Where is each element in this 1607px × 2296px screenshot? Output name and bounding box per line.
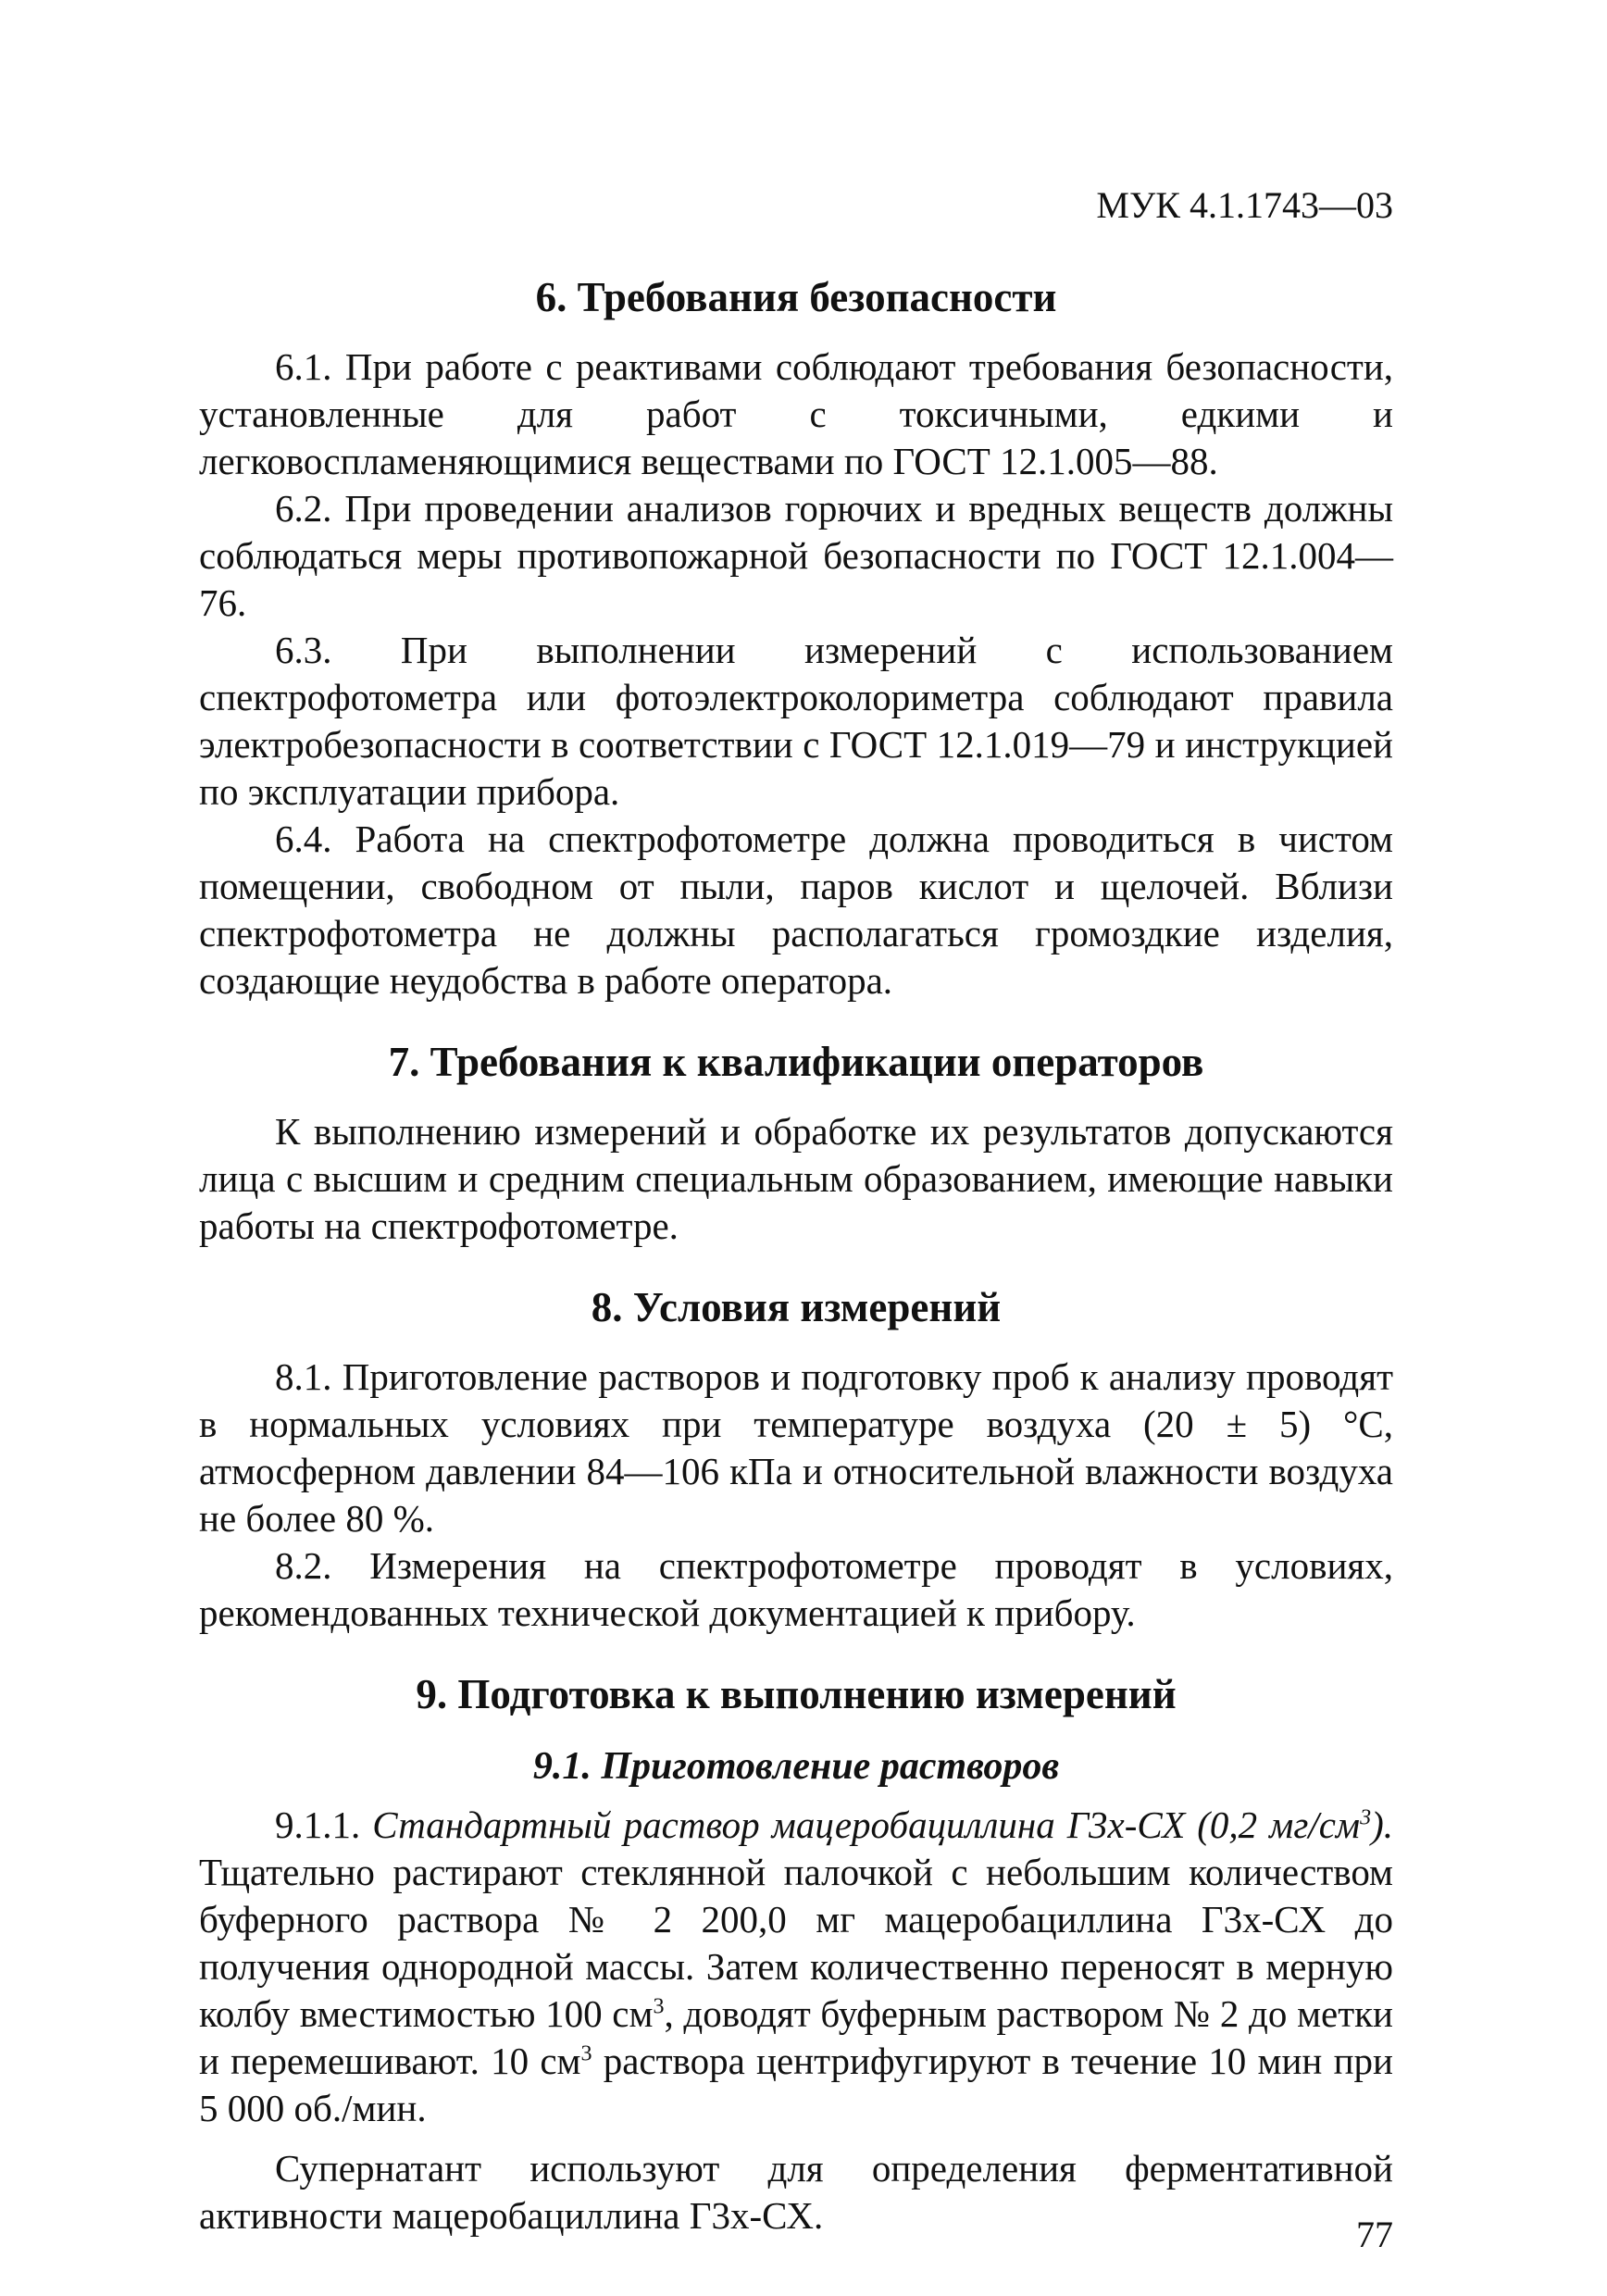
section-6 <box>199 271 1393 1004</box>
clause-text: Работа на спектрофотометре должна проводиться в чистом помещении, свободном от пыли, паров кислот и щелочей. Вблизи спектрофотометра не должны располагаться громоздкие изделия, создающие неудобства в работе оператора. <box>199 817 1393 1002</box>
paragraph-6-4 <box>199 816 1393 1004</box>
page-number: 77 <box>1356 2214 1393 2255</box>
document-code: МУК 4.1.1743—03 <box>1096 184 1393 226</box>
section-6-heading: 6. Требования безопасности <box>535 274 1057 320</box>
section-9-heading: 9. Подготовка к выполнению измерений <box>416 1671 1177 1717</box>
superscript: 3 <box>580 2041 592 2066</box>
clause-number: 6.1. <box>275 345 332 388</box>
section-8 <box>199 1281 1393 1637</box>
clause-title <box>372 1803 1393 1846</box>
section-7 <box>199 1036 1393 1250</box>
superscript: 3 <box>1360 1805 1372 1830</box>
page-content <box>199 271 1393 2271</box>
clause-text: , доводят буферным раствором № 2 до метки и перемешивают. 10 см <box>199 1992 1393 2082</box>
paragraph-9-1-1 <box>199 1802 1393 2132</box>
subsection-9-1-heading: 9.1. Приготовление растворов <box>532 1745 1060 1788</box>
paragraph-8-2 <box>199 1542 1393 1637</box>
clause-text: раствора центрифугируют в течение 10 мин при 5 000 об./мин. <box>199 2040 1393 2129</box>
clause-number: 6.2. <box>275 487 332 530</box>
clause-title-part: ). <box>1371 1803 1393 1846</box>
clause-text: При работе с реактивами соблюдают требования безопасности, установленные для работ с токсичными, едкими и легковоспламеняющимися веществами по ГОСТ 12.1.005—88. <box>199 345 1394 482</box>
clause-number: 6.3. <box>275 629 332 671</box>
paragraph-6-1 <box>199 343 1393 485</box>
clause-text: Приготовление растворов и подготовку проб к анализу проводят в нормальных условиях при температуре воздуха (20 ± 5) °С, атмосферном давлении 84—106 кПа и относительной влажности воздуха не более 80 %. <box>199 1355 1393 1540</box>
clause-text: Измерения на спектрофотометре проводят в условиях, рекомендованных технической документацией к прибору. <box>199 1544 1393 1634</box>
paragraph-6-3 <box>199 627 1393 816</box>
clause-number: 9.1.1. <box>275 1803 361 1846</box>
section-7-heading: 7. Требования к квалификации операторов <box>388 1039 1204 1085</box>
section-8-heading: 8. Условия измерений <box>591 1284 1002 1330</box>
paragraph-8-1 <box>199 1354 1393 1542</box>
page-body <box>199 183 1393 2257</box>
clause-text: При проведении анализов горючих и вредных веществ должны соблюдаться меры противопожарной безопасности по ГОСТ 12.1.004—76. <box>199 487 1393 624</box>
clause-title-part: Стандартный раствор мацеробациллина Г3х-СХ (0,2 мг/см <box>372 1803 1361 1846</box>
paragraph-9-1-1-supernatant: Супернатант используют для определения ферментативной активности мацеробациллина Г3х-СХ. <box>199 2147 1393 2237</box>
section-9 <box>199 1668 1393 2240</box>
clause-text: При выполнении измерений с использованием спектрофотометра или фотоэлектроколориметра соблюдают правила электробезопасности в соответствии с ГОСТ 12.1.019—79 и инструкцией по эксплуатации прибора. <box>199 629 1393 813</box>
clause-text: Тщательно растирают стеклянной палочкой с небольшим количеством буферного раствора № 2 200,0 мг мацеробациллина Г3х-СХ до получения однородной массы. Затем количественно переносят в мерную колбу вместимостью 100 см <box>199 1851 1393 2035</box>
paragraph-7: К выполнению измерений и обработке их результатов допускаются лица с высшим и средним специальным образованием, имеющие навыки работы на спектрофотометре. <box>199 1110 1393 1247</box>
clause-number: 6.4. <box>275 817 332 860</box>
paragraph-6-2 <box>199 485 1393 627</box>
superscript: 3 <box>653 1994 665 2019</box>
clause-number: 8.2. <box>275 1544 332 1587</box>
clause-number: 8.1. <box>275 1355 332 1398</box>
